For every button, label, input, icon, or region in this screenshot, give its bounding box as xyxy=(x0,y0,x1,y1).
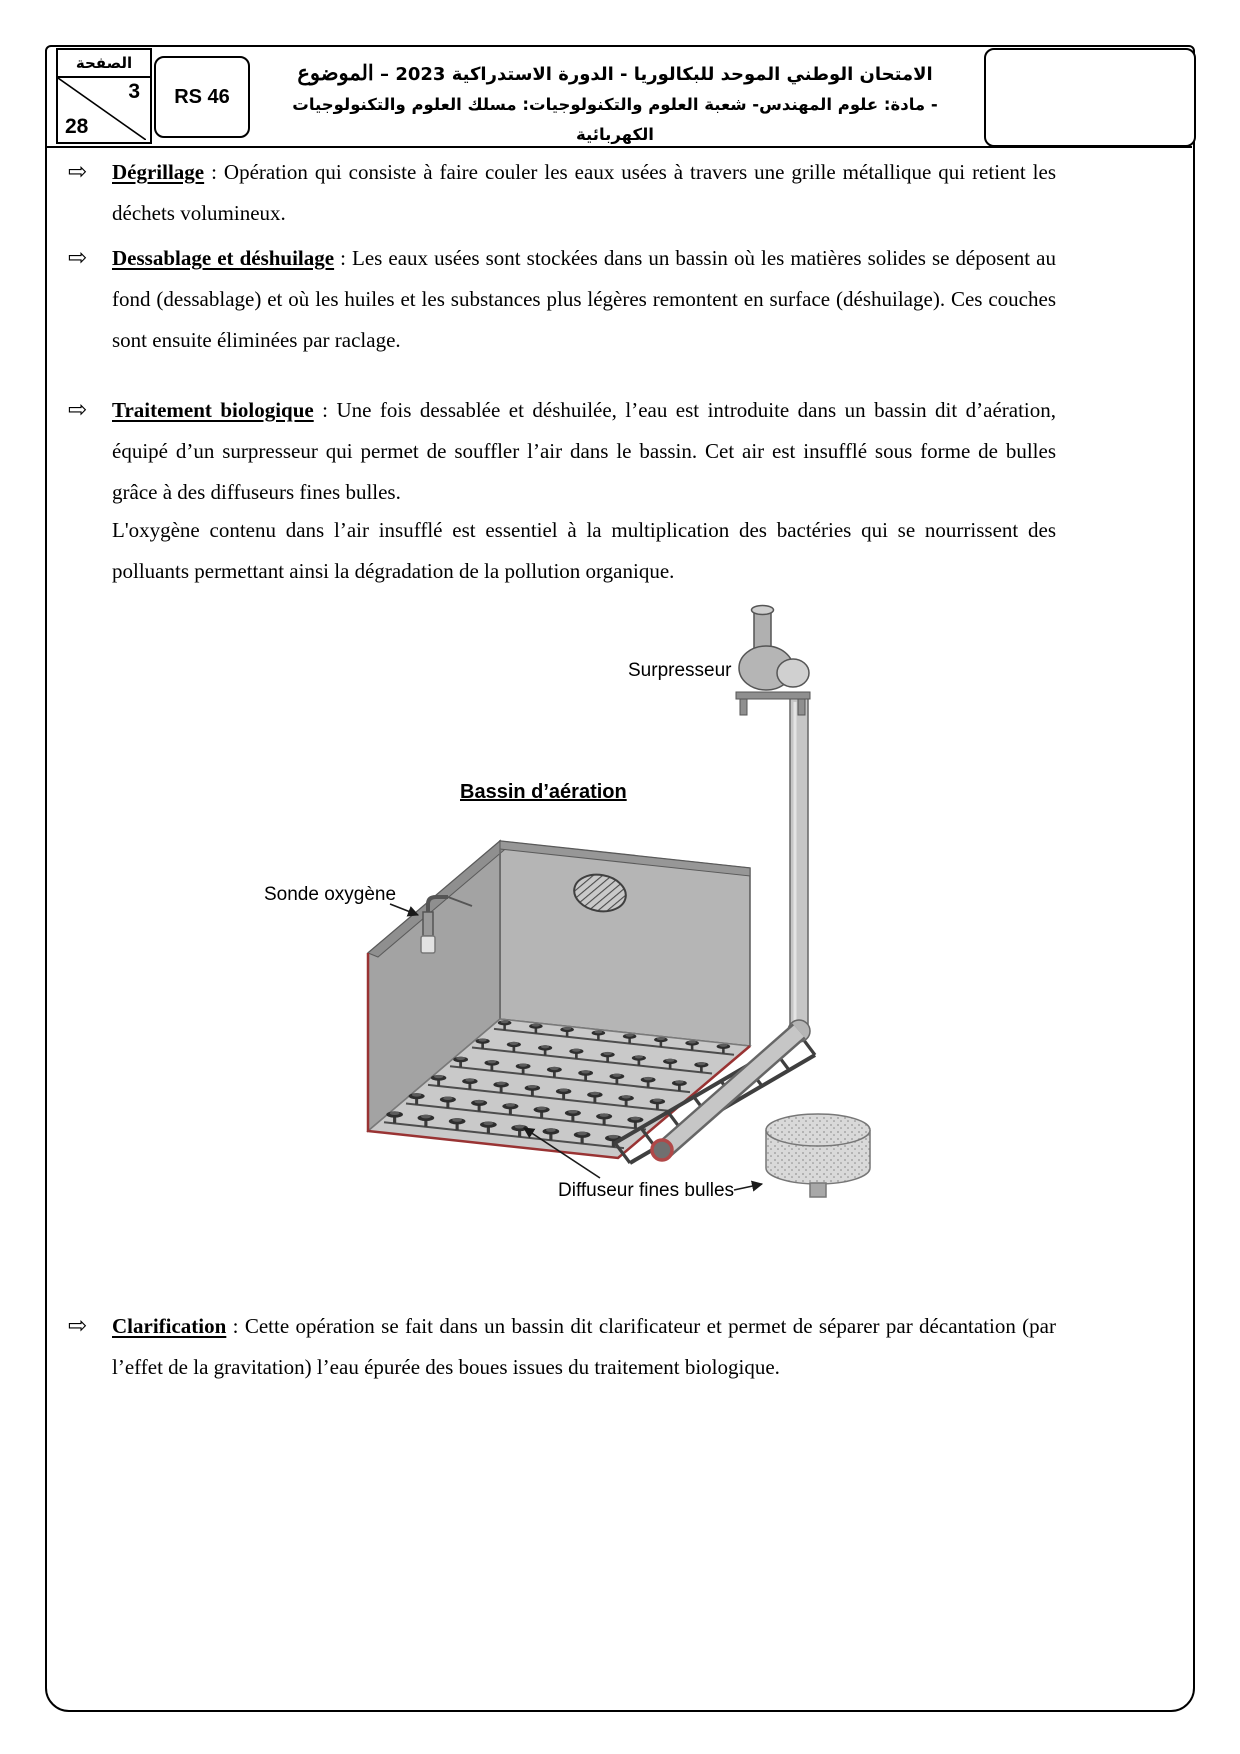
page-total: 28 xyxy=(65,115,89,138)
page-label: الصفحة xyxy=(58,50,150,78)
label-surpresseur: Surpresseur xyxy=(628,660,732,681)
basin xyxy=(368,841,750,1158)
title-separator: : xyxy=(204,160,224,184)
pipe-outlet-ring xyxy=(652,1140,672,1160)
surpresseur-device xyxy=(736,606,810,716)
page-number-cell xyxy=(58,78,150,140)
header-title-line1 xyxy=(255,58,975,90)
aeration-basin-drawing xyxy=(150,598,1090,1250)
arrow-bullet-icon: ⇨ xyxy=(68,1313,88,1339)
aeration-basin-figure xyxy=(150,598,1090,1250)
bullet-dessablage xyxy=(68,238,1056,361)
page-number-box xyxy=(56,48,152,144)
title-separator: : xyxy=(313,398,337,422)
header-subject-word: الموضوع xyxy=(297,60,374,85)
header-title-main: الامتحان الوطني الموحد للبكالوريا - الدورة الاستدراكية 2023 – xyxy=(380,64,933,85)
exam-header-text xyxy=(255,58,975,150)
exam-reference-box: RS 46 xyxy=(154,56,250,138)
label-bassin-aeration: Bassin d’aération xyxy=(460,781,627,803)
label-sonde-oxygene: Sonde oxygène xyxy=(264,884,397,905)
arrow-bullet-icon: ⇨ xyxy=(68,159,88,185)
header-empty-box xyxy=(984,48,1196,147)
bullet-title: Dégrillage xyxy=(112,160,205,184)
title-separator: : xyxy=(226,1314,245,1338)
diffuser-detail xyxy=(766,1114,870,1197)
bullet-title: Clarification xyxy=(112,1314,227,1338)
bullet-degrillage xyxy=(68,152,1056,234)
bullet-title: Dessablage et déshuilage xyxy=(112,246,335,270)
paragraph-oxygene: L'oxygène contenu dans l’air insufflé est essentiel à la multiplication des bactéries qui se nourrissent des polluants permettant ainsi la dégradation de la pollution organique. xyxy=(112,518,1056,583)
bullet-traitement-biologique xyxy=(68,390,1057,513)
label-diffuseur: Diffuseur fines bulles xyxy=(558,1180,735,1201)
title-separator: : xyxy=(334,246,353,270)
bullet-text: Cette opération se fait dans un bassin dit clarificateur et permet de séparer par décantation (par l’effet de la gravitation) l’eau épurée des boues issues du traitement biologique. xyxy=(112,1314,1056,1379)
arrow-bullet-icon: ⇨ xyxy=(68,245,88,271)
bullet-text: Une fois dessablée et déshuilée, l’eau est introduite dans un bassin dit d’aération, équipé d’un surpresseur qui permet de souffler l’air dans le bassin. Cet air est insufflé sous forme de bulles grâce à des diffuseurs fines bulles. xyxy=(112,398,1057,504)
bullet-clarification xyxy=(68,1306,1056,1388)
bullet-text: Les eaux usées sont stockées dans un bassin où les matières solides se déposent au fond (dessablage) et où les huiles et les substances plus légères remontent en surface (déshuilage). Ces couches sont ensuite éliminées par raclage. xyxy=(112,246,1056,352)
page-number: 3 xyxy=(128,80,140,103)
header-title-line2: - مادة: علوم المهندس- شعبة العلوم والتكنولوجيات: مسلك العلوم والتكنولوجيات الكهربائية xyxy=(292,95,938,144)
bullet-text: Opération qui consiste à faire couler les eaux usées à travers une grille métallique qui retient les déchets volumineux. xyxy=(112,160,1056,225)
bullet-title: Traitement biologique xyxy=(112,398,314,422)
arrow-bullet-icon: ⇨ xyxy=(68,397,88,423)
